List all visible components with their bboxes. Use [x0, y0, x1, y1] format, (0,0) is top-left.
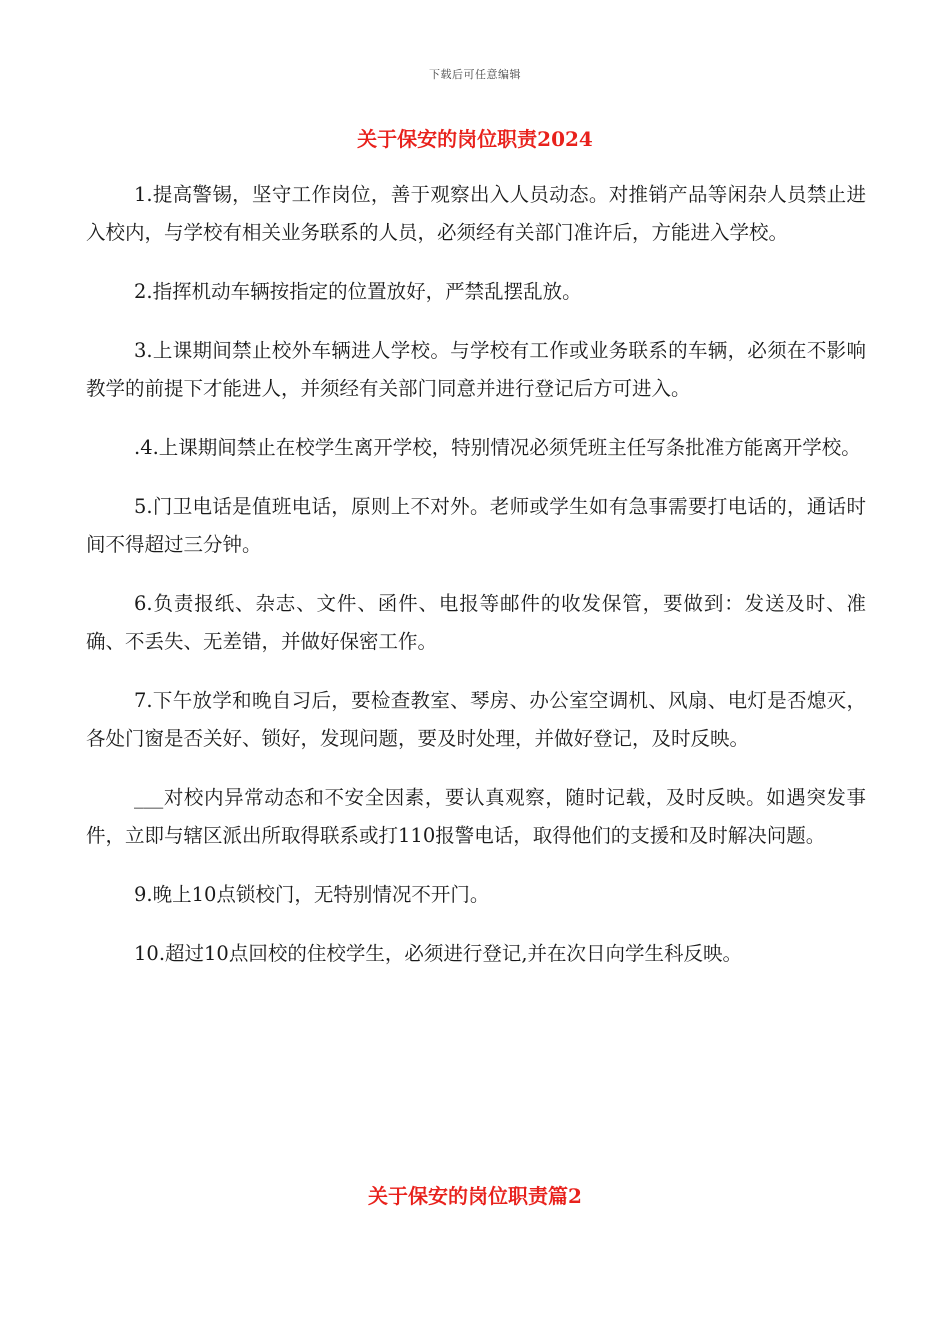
section-title-2: 关于保安的岗位职责篇2 — [368, 1184, 582, 1208]
document-title: 关于保安的岗位职责2024 — [357, 127, 593, 151]
paragraph-3: 3.上课期间禁止校外车辆进人学校。与学校有工作或业务联系的车辆，必须在不影响教学的前提下才能进人，并须经有关部门同意并进行登记后方可进入。 — [86, 339, 866, 400]
paragraph-4: .4.上课期间禁止在校学生离开学校，特别情况必须凭班主任写条批准方能离开学校。 — [134, 436, 861, 459]
paragraph-2: 2.指挥机动车辆按指定的位置放好，严禁乱摆乱放。 — [134, 280, 582, 303]
paragraph-8: ___对校内异常动态和不安全因素，要认真观察，随时记载，及时反映。如遇突发事件，立即与辖区派出所取得联系或打110报警电话，取得他们的支援和及时解决问题。 — [86, 786, 866, 847]
paragraph-1: 1.提高警锡，坚守工作岗位，善于观察出入人员动态。对推销产品等闲杂人员禁止进入校内，与学校有相关业务联系的人员，必须经有关部门准许后，方能进入学校。 — [86, 183, 866, 244]
paragraph-6: 6.负责报纸、杂志、文件、函件、电报等邮件的收发保管，要做到：发送及时、准确、不丢失、无差错，并做好保密工作。 — [86, 592, 866, 653]
paragraph-5: 5.门卫电话是值班电话，原则上不对外。老师或学生如有急事需要打电话的，通话时间不得超过三分钟。 — [86, 495, 866, 556]
paragraph-7: 7.下午放学和晚自习后，要检查教室、琴房、办公室空调机、风扇、电灯是否熄灭，各处门窗是否关好、锁好，发现问题，要及时处理，并做好登记，及时反映。 — [86, 689, 866, 750]
paragraph-10: 10.超过10点回校的住校学生，必须进行登记,并在次日向学生科反映。 — [134, 942, 743, 965]
document-body — [86, 176, 866, 994]
header-note: 下载后可任意编辑 — [429, 68, 521, 81]
paragraph-9: 9.晚上10点锁校门，无特别情况不开门。 — [134, 883, 490, 906]
